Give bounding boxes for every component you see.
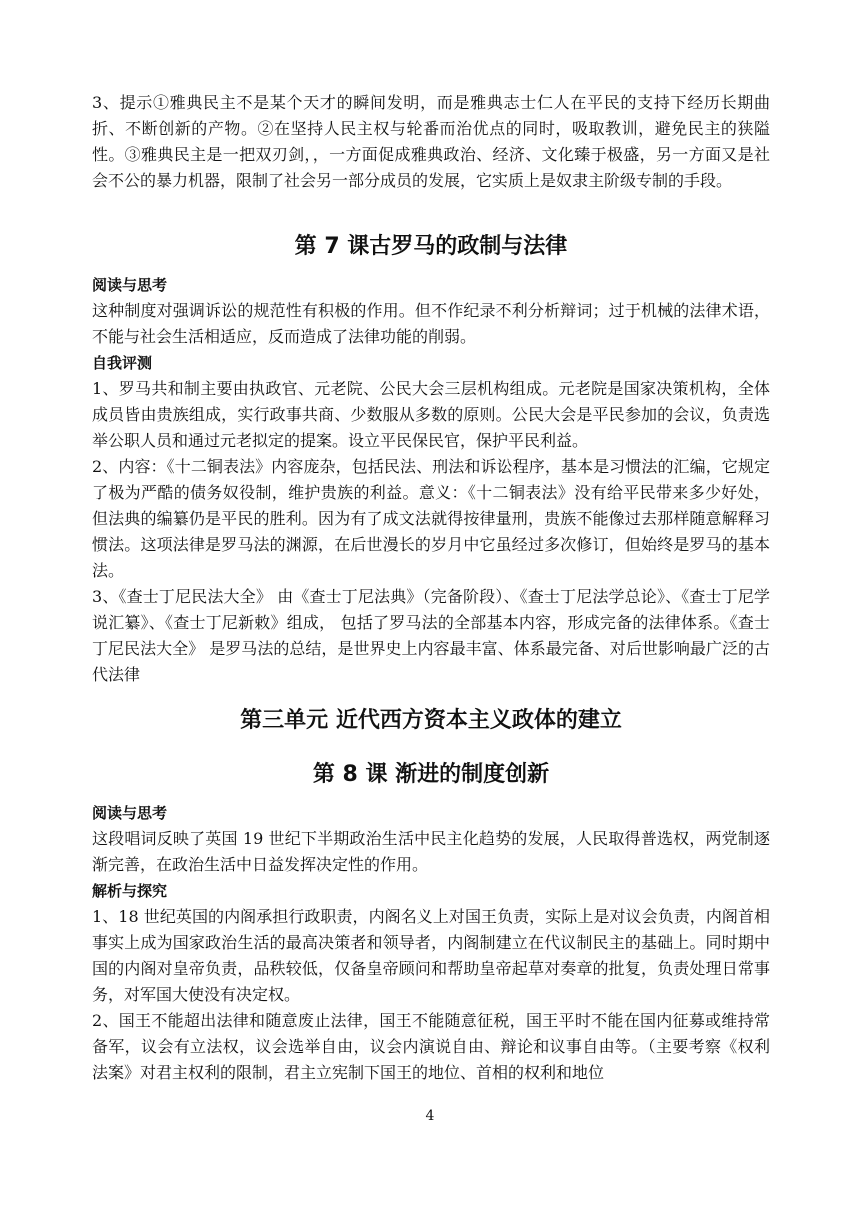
self-assessment-label: 自我评测 <box>92 354 153 372</box>
answer-3-athens: 3、提示①雅典民主不是某个天才的瞬间发明，而是雅典志士仁人在平民的支持下经历长期曲折、不断创新的产物。②在坚持人民主权与轮番而治优点的同时，吸取教训，避免民主的狭隘性。③雅典民主是一把双刃剑，，一方面促成雅典政治、经济、文化臻于极盛，另一方面又是社会不公的暴力机器，限制了社会另一部分成员的发展，它实质上是奴隶主阶级专制的手段。 <box>92 93 770 190</box>
self-assessment-item-2: 2、内容：《十二铜表法》内容庞杂，包括民法、刑法和诉讼程序，基本是习惯法的汇编，它规定了极为严酷的债务奴役制，维护贵族的利益。意义：《十二铜表法》没有给平民带来多少好处，但法典的编纂仍是平民的胜利。因为有了成文法就得按律量刑，贵族不能像过去那样随意解释习惯法。这项法律是罗马法的渊源，在后世漫长的岁月中它虽经过多次修订，但始终是罗马的基本法。 <box>92 457 770 580</box>
self-assessment-item-3: 3、《查士丁尼民法大全》 由《查士丁尼法典》（完备阶段）、《查士丁尼法学总论》、《查士丁尼学说汇纂》、《查士丁尼新敕》组成， 包括了罗马法的全部基本内容，形成完备的法律体系。《查士丁尼民法大全》 是罗马法的总结，是世界史上内容最丰富、体系最完备、对后世影响最广泛的古代法律 <box>92 587 770 684</box>
document-page <box>92 90 770 1086</box>
analysis-exploration-label: 解析与探究 <box>92 882 168 900</box>
self-assessment-item-1: 1、罗马共和制主要由执政官、元老院、公民大会三层机构组成。元老院是国家决策机构，全体成员皆由贵族组成，实行政事共商、少数服从多数的原则。公民大会是平民参加的会议，负责选举公职人员和通过元老拟定的提案。设立平民保民官，保护平民利益。 <box>92 379 770 450</box>
reading-thinking-label: 阅读与思考 <box>92 276 168 294</box>
lesson-7-heading: 第 7 课古罗马的政制与法律 <box>294 234 568 259</box>
lesson-8-heading: 第 8 课 渐进的制度创新 <box>312 762 550 787</box>
unit-3-heading: 第三单元 近代西方资本主义政体的建立 <box>240 708 622 733</box>
analysis-item-2: 2、国王不能超出法律和随意废止法律，国王不能随意征税，国王平时不能在国内征募或维持常备军，议会有立法权，议会选举自由，议会内演说自由、辩论和议事自由等。（主要考察《权利法案》对君主权利的限制，君主立宪制下国王的地位、首相的权利和地位 <box>92 1011 770 1082</box>
reading-thinking-text-2: 这段唱词反映了英国 19 世纪下半期政治生活中民主化趋势的发展，人民取得普选权，两党制逐渐完善，在政治生活中日益发挥决定性的作用。 <box>92 829 770 874</box>
page-number: 4 <box>425 1108 435 1124</box>
analysis-item-1: 1、18 世纪英国的内阁承担行政职责，内阁名义上对国王负责，实际上是对议会负责，内阁首相事实上成为国家政治生活的最高决策者和领导者，内阁制建立在代议制民主的基础上。同时期中国的内阁对皇帝负责，品秩较低，仅备皇帝顾问和帮助皇帝起草对奏章的批复，负责处理日常事务，对军国大使没有决定权。 <box>92 907 770 1004</box>
reading-thinking-text: 这种制度对强调诉讼的规范性有积极的作用。但不作纪录不利分析辩词；过于机械的法律术语，不能与社会生活相适应，反而造成了法律功能的削弱。 <box>92 301 770 346</box>
reading-thinking-label-2: 阅读与思考 <box>92 804 168 822</box>
